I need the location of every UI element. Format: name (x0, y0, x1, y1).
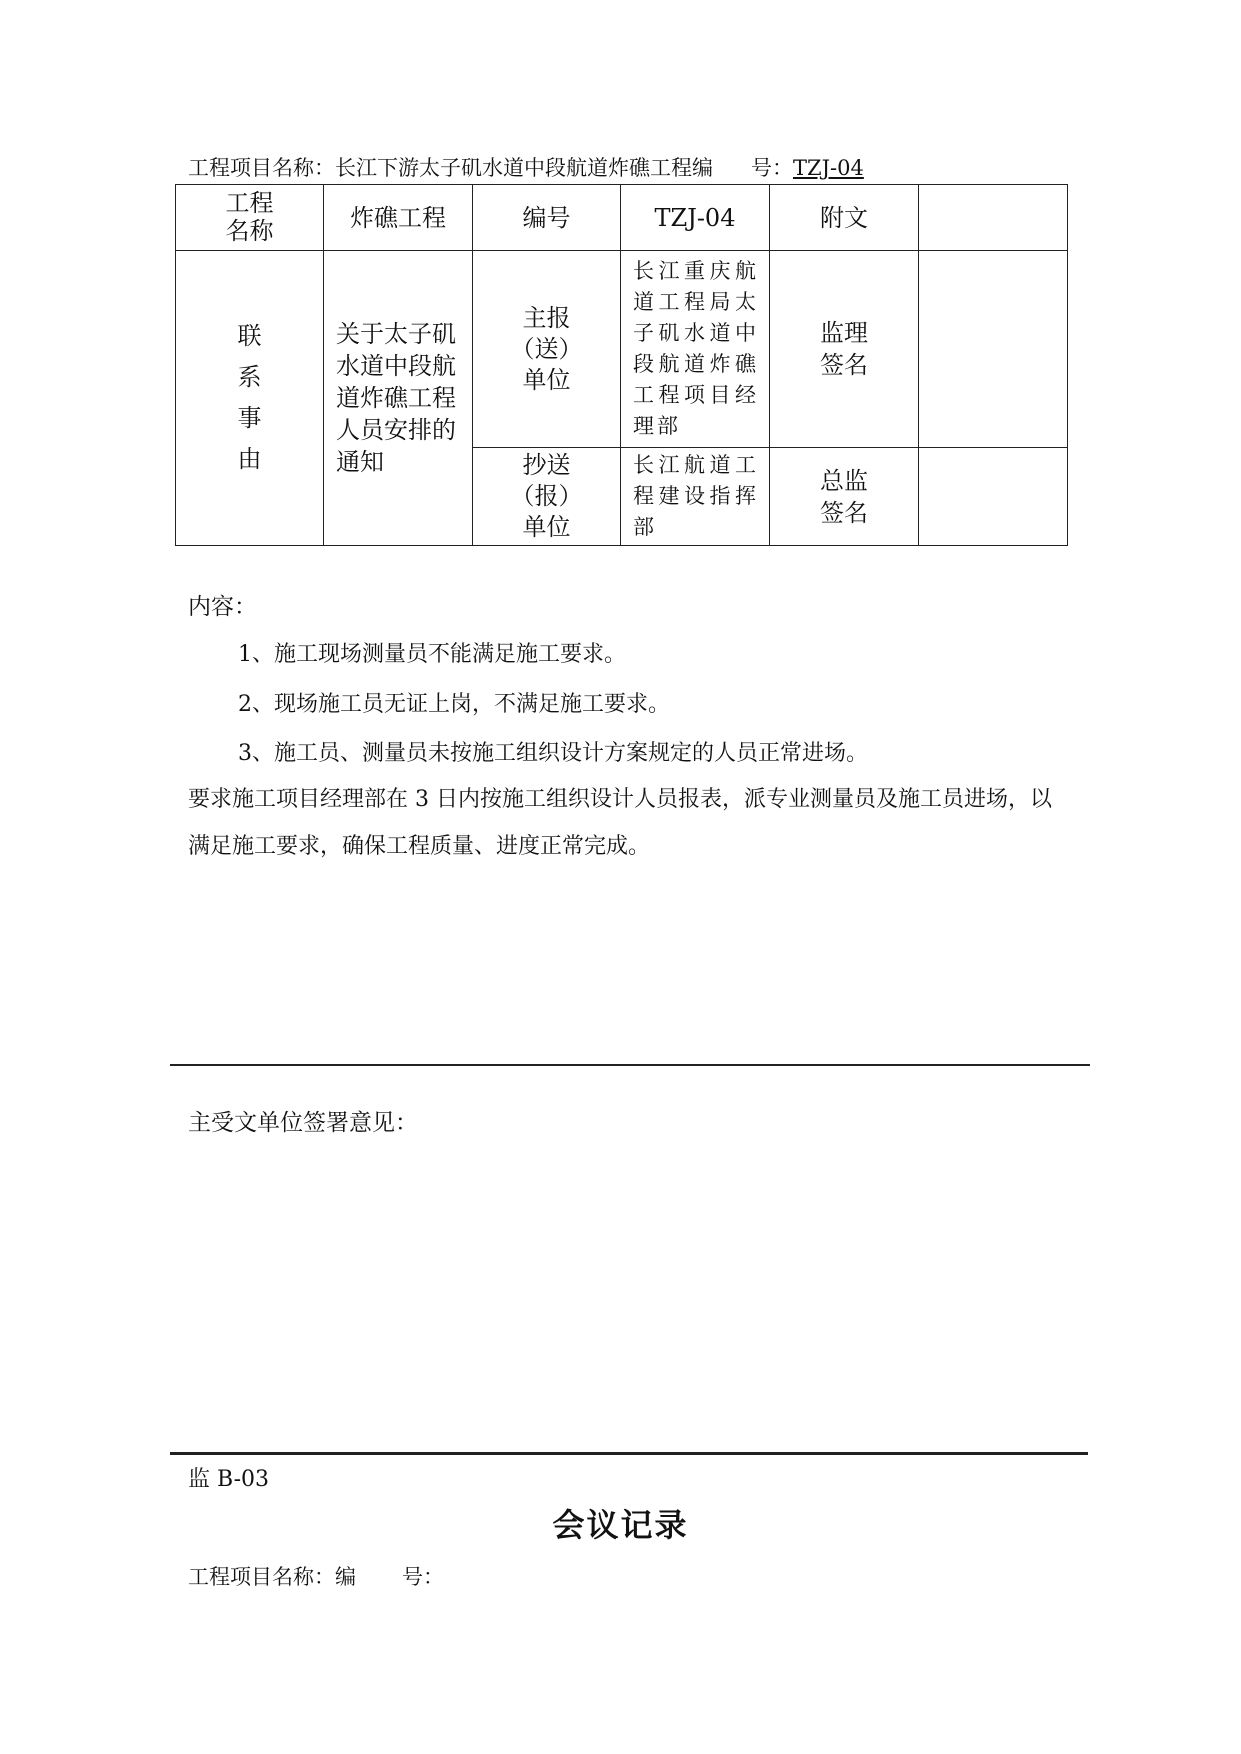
main-unit-label-cell: 主报 （送） 单位 (473, 251, 621, 448)
content-item: 3、施工员、测量员未按施工组织设计方案规定的人员正常进场。 (238, 741, 868, 766)
document-header (188, 152, 864, 182)
contact-form-table (175, 184, 1068, 546)
contact-reason-header-cell: 联 系 事 由 (176, 251, 324, 546)
meeting-title: 会议记录 (552, 1506, 689, 1544)
project-name-cell: 炸礁工程 (324, 185, 473, 251)
supervisor-sign-label-cell: 监理 签名 (770, 251, 919, 448)
chief-sign-label-cell: 总监 签名 (770, 448, 919, 546)
number-value: TZJ-04 (793, 156, 864, 180)
meeting-header (188, 1561, 444, 1591)
cc-unit-value-cell: 长江航道工程建设指挥部 (621, 448, 770, 546)
chief-sign-cell (919, 448, 1068, 546)
meeting-project-label: 工程项目名称：编 (188, 1565, 356, 1589)
number-label: 号： (751, 156, 793, 180)
attachment-header-cell: 附文 (770, 185, 919, 251)
content-item: 2、现场施工员无证上岗，不满足施工要求。 (238, 692, 670, 717)
project-name-header-cell: 工程 名称 (176, 185, 324, 251)
form-code: 监 B-03 (188, 1467, 269, 1492)
form-end-divider (170, 1452, 1088, 1455)
content-label: 内容： (188, 594, 257, 620)
requirement-paragraph: 要求施工项目经理部在 3 日内按施工组织设计人员报表，派专业测量员及施工员进场，以满足施工要求，确保工程质量、进度正常完成。 (188, 787, 1052, 859)
number-cell: TZJ-04 (621, 185, 770, 251)
content-item: 1、施工现场测量员不能满足施工要求。 (238, 642, 626, 667)
receiver-opinion-label: 主受文单位签署意见： (188, 1110, 418, 1136)
project-name-label: 工程项目名称：长江下游太子矶水道中段航道炸礁工程编 (188, 156, 713, 180)
supervisor-sign-cell (919, 251, 1068, 448)
number-header-cell: 编号 (473, 185, 621, 251)
attachment-cell (919, 185, 1068, 251)
main-unit-value-cell: 长江重庆航道工程局太子矶水道中段航道炸礁工程项目经理部 (621, 251, 770, 448)
meeting-number-label: 号： (402, 1565, 444, 1589)
subject-cell: 关于太子矶水道中段航道炸礁工程人员安排的通知 (324, 251, 473, 546)
cc-unit-label-cell: 抄送 （报） 单位 (473, 448, 621, 546)
section-divider (170, 1064, 1090, 1066)
